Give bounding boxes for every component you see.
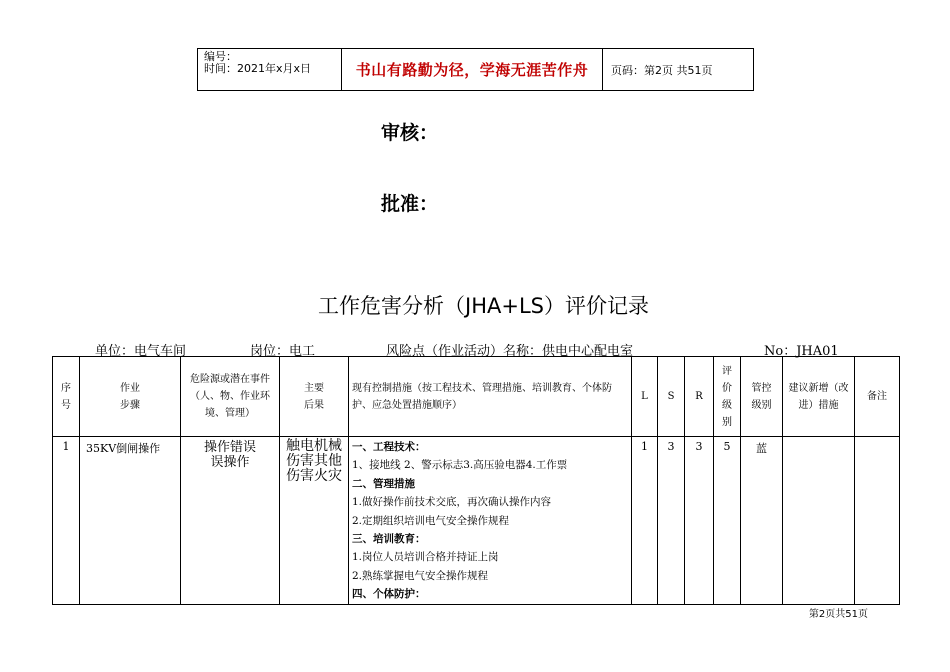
measure-line: 2.定期组织培训电气安全操作规程	[352, 514, 510, 527]
cell-remark	[855, 437, 900, 605]
col-header-step: 作业步骤	[80, 357, 181, 437]
code-label: 编号：	[204, 50, 237, 63]
col-header-r: R	[685, 357, 714, 437]
document-title: 工作危害分析（JHA+LS）评价记录	[318, 294, 649, 318]
measure-line: 1.岗位人员培训合格并持证上岗	[352, 551, 499, 564]
col-header-hazard: 危险源或潜在事件（人、物、作业环境、管理）	[181, 357, 280, 437]
col-header-no: 序号	[53, 357, 80, 437]
cell-r: 3	[685, 437, 714, 605]
page-header	[197, 48, 754, 91]
col-header-control-level: 管控级别	[741, 357, 783, 437]
measure-line: 2.熟练掌握电气安全操作规程	[352, 569, 489, 582]
record-number: No：JHA01	[764, 344, 839, 359]
cell-l: 1	[632, 437, 658, 605]
time-label: 时间：2021年x月x日	[204, 62, 312, 75]
cell-measures	[349, 437, 632, 605]
review-label: 审核：	[381, 122, 439, 144]
col-header-remark: 备注	[855, 357, 900, 437]
col-header-measures: 现有控制措施（按工程技术、管理措施、培训教育、个体防护、应急处置措施顺序）	[349, 357, 632, 437]
cell-no: 1	[53, 437, 80, 605]
col-header-consequence: 主要后果	[280, 357, 349, 437]
measure-line: 一、工程技术：	[352, 441, 426, 453]
cell-consequence: 触电机械伤害其他伤害火灾	[280, 437, 349, 605]
approve-label: 批准：	[381, 193, 439, 215]
cell-suggestion	[783, 437, 855, 605]
unit-label: 单位：电气车间	[95, 344, 187, 359]
cell-hazard: 操作错误误操作	[181, 437, 280, 605]
cell-eval-level: 5	[714, 437, 741, 605]
col-header-s: S	[658, 357, 685, 437]
cell-control-level: 蓝	[741, 437, 783, 605]
risk-point-label: 风险点（作业活动）名称：供电中心配电室	[386, 344, 634, 359]
header-page-label: 页码：第2页 共51页	[611, 63, 713, 77]
jha-table	[52, 356, 900, 605]
col-header-l: L	[632, 357, 658, 437]
header-slogan: 书山有路勤为径，学海无涯苦作舟	[342, 49, 603, 90]
measure-line: 二、管理措施	[352, 477, 415, 490]
cell-s: 3	[658, 437, 685, 605]
measure-line: 四、个体防护：	[352, 588, 426, 601]
post-label: 岗位：电工	[250, 344, 316, 359]
col-header-eval-level: 评价级别	[714, 357, 741, 437]
table-header-row	[53, 357, 900, 437]
col-header-suggestion: 建议新增（改进）措施	[783, 357, 855, 437]
measure-line: 1、接地线 2、警示标志3.高压验电器4.工作票	[352, 459, 568, 472]
page-footer: 第2页共51页	[808, 609, 868, 620]
measure-line: 三、培训教育：	[352, 533, 426, 546]
measure-line: 1.做好操作前技术交底，再次确认操作内容	[352, 496, 552, 509]
header-meta-cell	[198, 49, 342, 90]
table-row	[53, 437, 900, 605]
cell-step: 35KV倒闸操作	[80, 437, 181, 605]
